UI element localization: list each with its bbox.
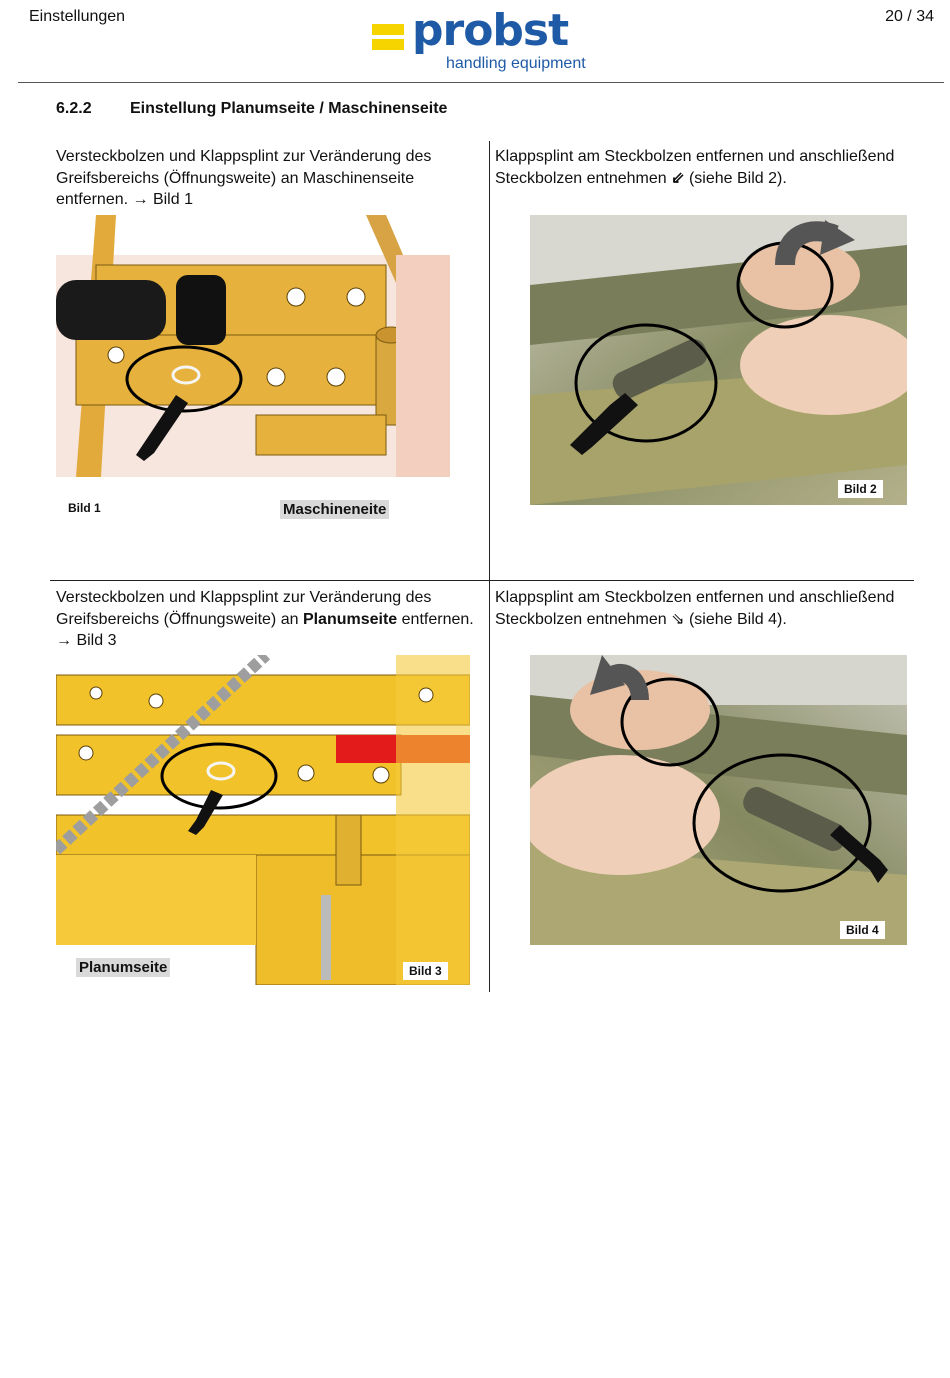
page-number: 20 / 34 [885,8,934,25]
maschinenseite-label: Maschineneite [280,500,389,519]
planumseite-label: Planumseite [76,958,170,977]
header-section-name: Einstellungen [29,8,126,25]
cell-2-instruction: Klappsplint am Steckbolzen entfernen und anschließend Steckbolzen entnehmen [495,148,895,187]
logo-subtitle: handling equipment [446,55,586,72]
planumseite-bold: Planumseite [302,610,398,628]
cell-2-ref: (siehe Bild 2). [684,169,787,187]
cell-3-instruction-end: entfernen. [397,610,474,628]
table-horizontal-divider [50,580,914,581]
arrow-down-right-icon: ⇘ [671,610,685,628]
cell-3-ref: → Bild 3 [56,632,117,649]
probst-logo [372,5,600,76]
cell-3-text [56,587,476,652]
cell-2-text [495,146,915,189]
bild-1-caption: Bild 1 [62,499,107,517]
cell-1-ref: → Bild 1 [132,191,193,208]
header-divider [18,82,944,83]
bild-2-image [530,215,907,505]
bild-3-image [56,655,470,985]
cell-1-instruction: Versteckbolzen und Klappsplint zur Veränderung des Greifsbereichs (Öffnungsweite) an Maschinenseite entfernen. [56,148,432,208]
logo-yellow-bar-bottom [372,39,404,50]
bild-4-caption: Bild 4 [840,921,885,939]
logo-wordmark: probst [412,5,569,56]
bild-2-caption: Bild 2 [838,480,883,498]
cell-1-text [56,146,476,211]
logo-yellow-bar-top [372,24,404,35]
bild-4-image [530,655,907,945]
bild-1-image [56,215,450,477]
table-vertical-divider [489,141,490,992]
section-number: 6.2.2 [56,100,92,117]
arrow-down-left-icon: ⇙ [671,169,685,187]
cell-3-instruction: Versteckbolzen und Klappsplint zur Veränderung des Greifsbereichs (Öffnungsweite) an [56,589,432,628]
section-title: Einstellung Planumseite / Maschinenseite [130,100,448,117]
cell-4-text [495,587,915,630]
cell-4-instruction: Klappsplint am Steckbolzen entfernen und anschließend Steckbolzen entnehmen [495,589,895,628]
cell-4-ref: (siehe Bild 4). [684,610,787,628]
bild-3-caption: Bild 3 [403,962,448,980]
